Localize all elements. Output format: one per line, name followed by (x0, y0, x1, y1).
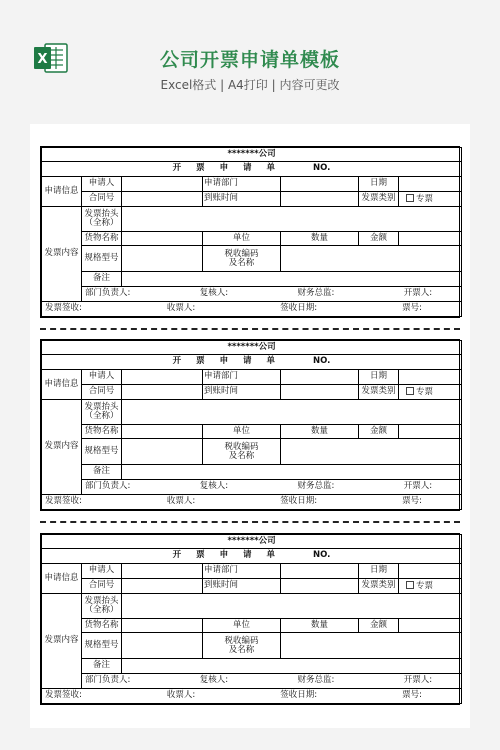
amount-field[interactable] (399, 232, 462, 246)
spec-model-field[interactable] (122, 246, 203, 272)
arrival-time-label: 到账时间 (203, 578, 281, 593)
apply-dept-label: 申请部门 (203, 563, 281, 578)
invoice-title-field[interactable] (122, 593, 462, 619)
cut-line (40, 328, 460, 330)
goods-name-label: 货物名称 (82, 232, 122, 246)
approval-row: 部门负责人: 复核人: 财务总监: 开票人: (82, 479, 462, 494)
spec-model-field[interactable] (122, 633, 203, 659)
goods-name-label: 货物名称 (82, 619, 122, 633)
invoice-title-label: 发票抬头 （全称） (82, 206, 122, 232)
goods-name-field[interactable] (122, 232, 203, 246)
company-name: *******公司 (42, 535, 462, 549)
checkbox-icon (406, 194, 414, 202)
cut-line (40, 521, 460, 523)
arrival-time-label: 到账时间 (203, 384, 281, 399)
invoice-type-label: 发票类别 (359, 578, 399, 593)
tax-code-label: 税收编码 及名称 (203, 439, 281, 465)
remark-field[interactable] (122, 659, 462, 674)
special-invoice-checkbox[interactable]: 专票 (399, 384, 462, 399)
date-field[interactable] (399, 563, 462, 578)
form-title: 开 票 申 请 单 NO. (42, 354, 462, 369)
invoice-title-field[interactable] (122, 399, 462, 425)
tax-code-field[interactable] (281, 633, 462, 659)
approval-row: 部门负责人: 复核人: 财务总监: 开票人: (82, 673, 462, 688)
arrival-time-field[interactable] (281, 191, 359, 206)
receipt-row: 发票签收: 收票人: 签收日期: 票号: (42, 494, 462, 509)
remark-label: 备注 (82, 659, 122, 674)
applicant-label: 申请人 (82, 563, 122, 578)
date-label: 日期 (359, 563, 399, 578)
apply-dept-field[interactable] (281, 176, 359, 191)
contract-no-field[interactable] (122, 578, 203, 593)
amount-label: 金额 (359, 619, 399, 633)
form-title: 开 票 申 请 单 NO. (42, 161, 462, 176)
amount-label: 金额 (359, 232, 399, 246)
unit-label: 单位 (203, 619, 281, 633)
applicant-label: 申请人 (82, 176, 122, 191)
invoice-request-form (40, 146, 460, 318)
tax-code-field[interactable] (281, 246, 462, 272)
invoice-content-label: 发票内容 (42, 206, 82, 301)
checkbox-icon (406, 387, 414, 395)
invoice-title-field[interactable] (122, 206, 462, 232)
remark-field[interactable] (122, 272, 462, 287)
apply-dept-label: 申请部门 (203, 176, 281, 191)
document-paper (30, 124, 470, 728)
contract-no-label: 合同号 (82, 191, 122, 206)
date-field[interactable] (399, 176, 462, 191)
tax-code-field[interactable] (281, 439, 462, 465)
applicant-label: 申请人 (82, 369, 122, 384)
invoice-content-label: 发票内容 (42, 399, 82, 494)
company-name: *******公司 (42, 148, 462, 162)
form-title: 开 票 申 请 单 NO. (42, 548, 462, 563)
tax-code-label: 税收编码 及名称 (203, 246, 281, 272)
arrival-time-field[interactable] (281, 578, 359, 593)
checkbox-icon (406, 581, 414, 589)
approval-row: 部门负责人: 复核人: 财务总监: 开票人: (82, 286, 462, 301)
apply-info-label: 申请信息 (42, 176, 82, 206)
goods-name-label: 货物名称 (82, 425, 122, 439)
special-invoice-checkbox[interactable]: 专票 (399, 191, 462, 206)
apply-info-label: 申请信息 (42, 563, 82, 593)
unit-label: 单位 (203, 425, 281, 439)
contract-no-label: 合同号 (82, 384, 122, 399)
invoice-title-label: 发票抬头 （全称） (82, 593, 122, 619)
unit-label: 单位 (203, 232, 281, 246)
applicant-field[interactable] (122, 369, 203, 384)
page-header (0, 0, 500, 110)
quantity-label: 数量 (281, 425, 359, 439)
receipt-row: 发票签收: 收票人: 签收日期: 票号: (42, 301, 462, 316)
page-subtitle: Excel格式 | A4打印 | 内容可更改 (160, 78, 340, 92)
spec-model-label: 规格型号 (82, 439, 122, 465)
goods-name-field[interactable] (122, 425, 203, 439)
invoice-type-label: 发票类别 (359, 191, 399, 206)
goods-name-field[interactable] (122, 619, 203, 633)
contract-no-label: 合同号 (82, 578, 122, 593)
remark-label: 备注 (82, 272, 122, 287)
applicant-field[interactable] (122, 176, 203, 191)
page-title: 公司开票申请单模板 (159, 49, 340, 71)
date-label: 日期 (359, 369, 399, 384)
svg-text:X: X (37, 52, 48, 67)
company-name: *******公司 (42, 341, 462, 355)
invoice-content-label: 发票内容 (42, 593, 82, 688)
date-field[interactable] (399, 369, 462, 384)
quantity-label: 数量 (281, 619, 359, 633)
invoice-request-form (40, 533, 460, 705)
apply-dept-field[interactable] (281, 563, 359, 578)
receipt-row: 发票签收: 收票人: 签收日期: 票号: (42, 688, 462, 703)
special-invoice-checkbox[interactable]: 专票 (399, 578, 462, 593)
apply-dept-label: 申请部门 (203, 369, 281, 384)
invoice-title-label: 发票抬头 （全称） (82, 399, 122, 425)
apply-dept-field[interactable] (281, 369, 359, 384)
tax-code-label: 税收编码 及名称 (203, 633, 281, 659)
date-label: 日期 (359, 176, 399, 191)
spec-model-label: 规格型号 (82, 633, 122, 659)
amount-field[interactable] (399, 619, 462, 633)
contract-no-field[interactable] (122, 384, 203, 399)
arrival-time-label: 到账时间 (203, 191, 281, 206)
contract-no-field[interactable] (122, 191, 203, 206)
arrival-time-field[interactable] (281, 384, 359, 399)
amount-label: 金额 (359, 425, 399, 439)
quantity-label: 数量 (281, 232, 359, 246)
amount-field[interactable] (399, 425, 462, 439)
apply-info-label: 申请信息 (42, 369, 82, 399)
remark-field[interactable] (122, 465, 462, 480)
spec-model-label: 规格型号 (82, 246, 122, 272)
invoice-request-form (40, 339, 460, 511)
remark-label: 备注 (82, 465, 122, 480)
invoice-type-label: 发票类别 (359, 384, 399, 399)
spec-model-field[interactable] (122, 439, 203, 465)
applicant-field[interactable] (122, 563, 203, 578)
